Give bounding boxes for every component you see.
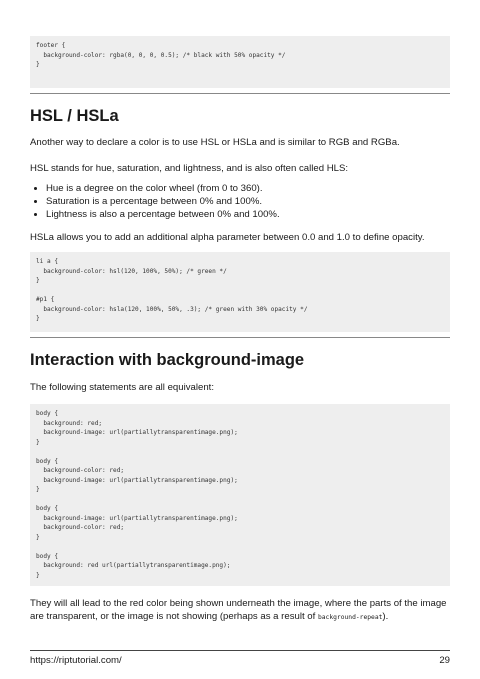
bullet-hue: • Hue is a degree on the color wheel (from 0 to 360). xyxy=(46,182,450,195)
hsl-stands-for-paragraph: HSL stands for hue, saturation, and lightness, and is also often called HLS: xyxy=(30,163,349,174)
hsl-intro-paragraph: Another way to declare a color is to use HSL or HSLa and is similar to RGB and RGBa. xyxy=(30,137,400,148)
equivalent-statements-paragraph: The following statements are all equivalent: xyxy=(30,382,214,393)
closing-text-end: ). xyxy=(382,611,389,622)
bullet-saturation: • Saturation is a percentage between 0% and 100%. xyxy=(46,195,450,208)
hsl-bullet-list xyxy=(30,182,450,221)
code-block-background: body { background: red; background-image: url(partiallytransparentimage.png); } body { background-color: red; background-image: url(partiallytransparentimage.png); } body { background-image: url(partiallytransparentimage.png); background-color: red; } body { background: red url(partiallytransparentimage.png); } xyxy=(30,404,450,586)
inline-code-background-repeat: background-repeat xyxy=(317,614,383,621)
footer-url[interactable]: https://riptutorial.com/ xyxy=(30,655,122,666)
section-divider xyxy=(30,337,450,338)
page-footer xyxy=(30,650,450,666)
heading-background-image: Interaction with background-image xyxy=(30,351,305,369)
code-block-rgba: footer { background-color: rgba(0, 0, 0, 0.5); /* black with 50% opacity */ } xyxy=(30,36,450,88)
bullet-lightness: • Lightness is also a percentage between 0% and 100%. xyxy=(46,208,450,221)
page-number: 29 xyxy=(439,655,450,666)
heading-hsl: HSL / HSLa xyxy=(30,107,119,125)
closing-paragraph xyxy=(30,597,450,624)
code-block-hsl: li a { background-color: hsl(120, 100%, 50%); /* green */ } #p1 { background-color: hsla(120, 100%, 50%, .3); /* green with 30% opacity */ } xyxy=(30,252,450,332)
hsla-paragraph: HSLa allows you to add an additional alpha parameter between 0.0 and 1.0 to define opacity. xyxy=(30,232,425,243)
section-divider xyxy=(30,93,450,94)
closing-text-start: They will all lead to the red color being shown underneath the image, where the parts of the image are transparent, or the image is not showing (perhaps as a result of xyxy=(30,598,447,622)
